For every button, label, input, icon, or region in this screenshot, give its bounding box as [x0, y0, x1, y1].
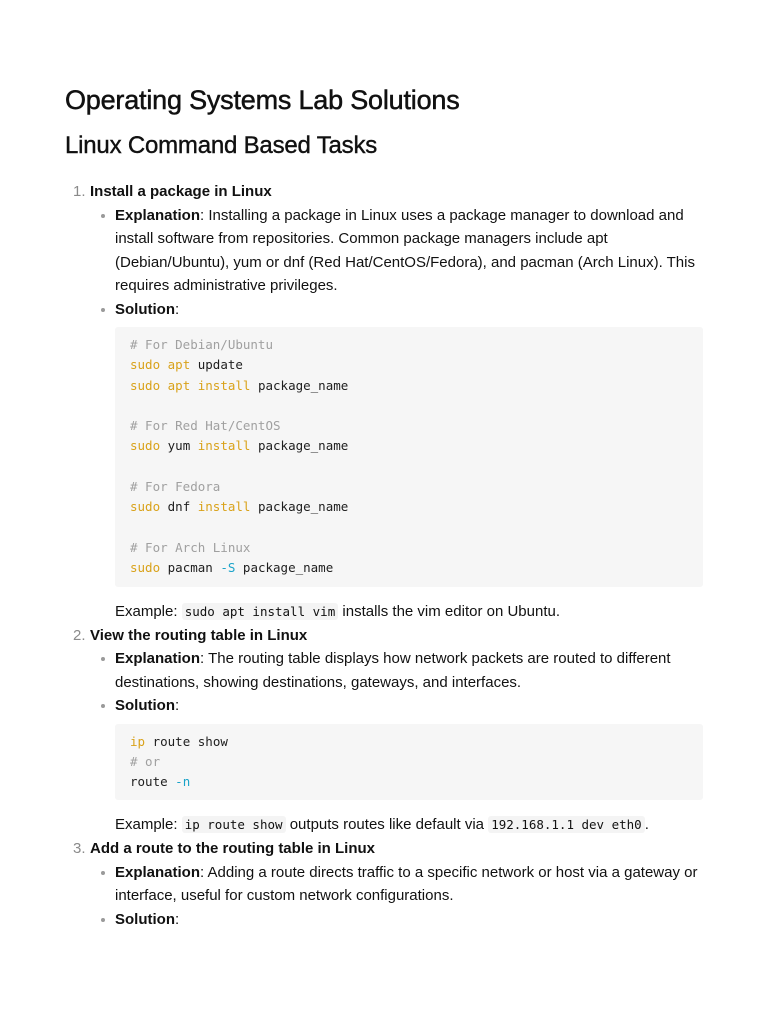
task-item [73, 624, 703, 838]
code-line: ip route show [130, 733, 228, 749]
bullet-icon [101, 657, 105, 661]
inline-code: 192.168.1.1 dev eth0 [488, 816, 645, 833]
bullet-icon [101, 214, 105, 218]
example-text: outputs routes like default via [289, 816, 485, 834]
task-item [73, 837, 703, 931]
code-line: sudo apt update [130, 357, 243, 373]
code-line: # For Fedora [130, 479, 221, 495]
code-block[interactable] [115, 327, 703, 587]
task-number: 3. [73, 840, 86, 858]
inline-code: sudo apt install vim [182, 603, 339, 620]
solution-label: Solution [115, 910, 175, 928]
example-text: installs the vim editor on Ubuntu. [342, 602, 561, 620]
task-number: 1. [73, 183, 86, 200]
code-line: # For Red Hat/CentOS [130, 418, 281, 434]
task-title: Add a route to the routing table in Linux [90, 840, 375, 858]
explanation-label: Explanation [115, 863, 201, 881]
code-block[interactable] [115, 724, 703, 801]
task-number: 2. [73, 626, 86, 644]
section-heading: Linux Command Based Tasks [65, 132, 378, 159]
solution-label: Solution [115, 697, 175, 715]
task-details [90, 204, 703, 322]
explanation-item [115, 861, 703, 908]
task-item [73, 180, 703, 624]
page-title: Operating Systems Lab Solutions [65, 85, 460, 115]
task-details [90, 647, 703, 718]
code-line: sudo apt install package_name [130, 377, 349, 393]
explanation-item [115, 647, 703, 694]
code-line: sudo yum install package_name [130, 438, 349, 454]
example-period: . [644, 816, 649, 834]
solution-item [115, 694, 703, 718]
code-line: sudo pacman -S package_name [130, 560, 334, 576]
bullet-icon [101, 871, 105, 875]
explanation-text: : Adding a route directs traffic to a specific network or host via a gateway or interface, useful for custom network configurations. [115, 863, 698, 905]
solution-label: Solution [115, 300, 175, 318]
code-line [130, 457, 688, 477]
example-line [115, 813, 703, 837]
task-details [90, 861, 703, 932]
solution-colon: : [175, 910, 180, 928]
code-line: sudo dnf install package_name [130, 499, 349, 515]
code-line [130, 396, 688, 416]
code-line: # For Arch Linux [130, 539, 251, 555]
task-title: Install a package in Linux [90, 183, 272, 200]
code-line: # or [130, 753, 161, 769]
inline-code: ip route show [182, 816, 286, 833]
code-line: route -n [130, 774, 191, 790]
explanation-item [115, 204, 703, 298]
bullet-icon [101, 704, 105, 708]
explanation-label: Explanation [115, 206, 201, 224]
example-prefix: Example: [115, 602, 178, 620]
task-list [65, 180, 703, 931]
solution-item [115, 908, 703, 932]
bullet-icon [101, 918, 105, 922]
example-prefix: Example: [115, 816, 178, 834]
solution-colon: : [175, 697, 180, 715]
bullet-icon [101, 308, 105, 312]
task-title: View the routing table in Linux [90, 626, 308, 644]
explanation-text: : Installing a package in Linux uses a package manager to download and install software from repositories. Common package managers include apt (Debian/Ubuntu), yum or dnf (Red Hat/CentOS/Fedora), and pacman (Arch Linux). This requires administrative privileges. [115, 206, 695, 294]
example-line [115, 600, 703, 624]
explanation-label: Explanation [115, 650, 201, 668]
explanation-text: : The routing table displays how network packets are routed to different destinations, showing destinations, gateways, and interfaces. [115, 650, 671, 691]
code-line: # For Debian/Ubuntu [130, 337, 273, 352]
solution-colon: : [175, 300, 180, 318]
solution-item [115, 298, 703, 322]
code-line [130, 518, 688, 538]
